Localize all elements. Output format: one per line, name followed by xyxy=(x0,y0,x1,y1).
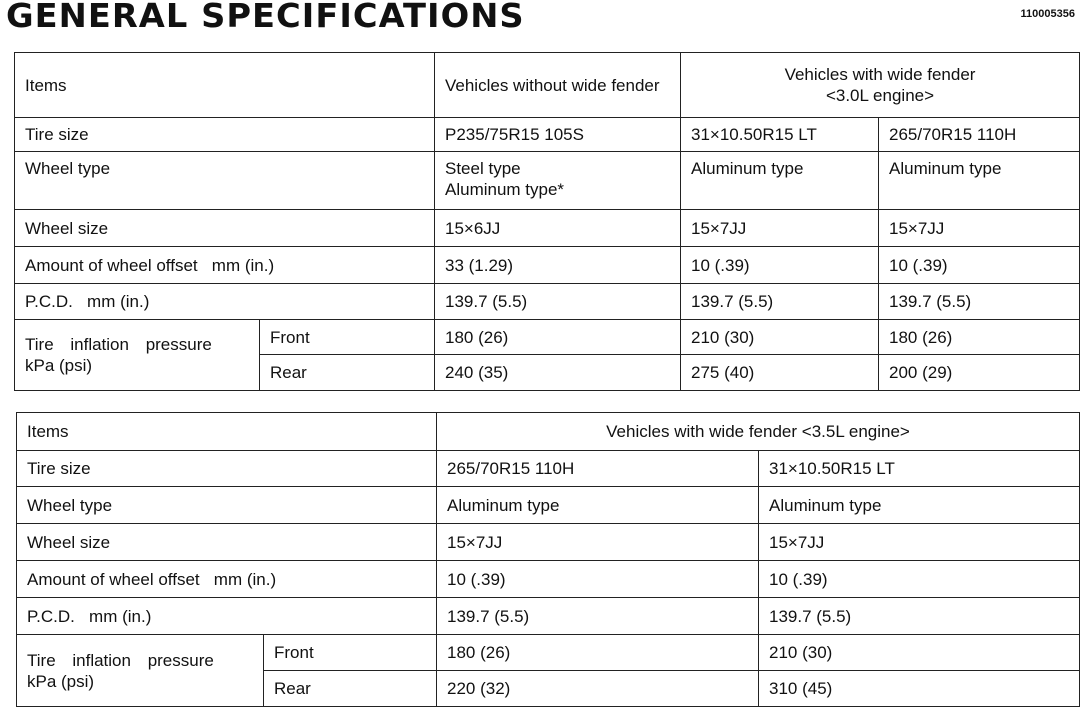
row-label: P.C.D. mm (in.) xyxy=(15,284,435,320)
label-line: Tire inflation pressure xyxy=(25,335,212,354)
cell-value: 210 (30) xyxy=(681,320,879,355)
cell-line: Steel type xyxy=(445,159,521,178)
table-row xyxy=(15,320,1080,355)
cell-value: 220 (32) xyxy=(437,671,759,707)
cell-value: 180 (26) xyxy=(879,320,1080,355)
table-row xyxy=(17,635,1080,671)
row-label: Tire size xyxy=(17,451,437,487)
cell-value: 265/70R15 110H xyxy=(879,118,1080,152)
row-label-front: Front xyxy=(264,635,437,671)
col-header-wide-fender-3-0l xyxy=(681,53,1080,118)
page-title: GENERAL SPECIFICATIONS xyxy=(6,0,525,35)
cell-value: Aluminum type xyxy=(681,152,879,210)
row-label-pressure xyxy=(17,635,264,707)
row-label: Amount of wheel offset mm (in.) xyxy=(17,561,437,598)
cell-value: 10 (.39) xyxy=(759,561,1080,598)
cell-value: 139.7 (5.5) xyxy=(879,284,1080,320)
cell-value: 15×7JJ xyxy=(437,524,759,561)
row-label: Wheel size xyxy=(17,524,437,561)
cell-value: 139.7 (5.5) xyxy=(437,598,759,635)
table-row xyxy=(17,413,1080,451)
table-row xyxy=(17,451,1080,487)
spec-table-3-5l xyxy=(16,412,1080,707)
row-label-rear: Rear xyxy=(260,355,435,391)
table-row xyxy=(15,284,1080,320)
table-row xyxy=(15,53,1080,118)
label-line: Tire inflation pressure xyxy=(27,650,214,670)
row-label-pressure xyxy=(15,320,260,391)
row-label: Wheel size xyxy=(15,210,435,247)
table-row xyxy=(17,561,1080,598)
table-row xyxy=(15,152,1080,210)
cell-value: 275 (40) xyxy=(681,355,879,391)
row-label-rear: Rear xyxy=(264,671,437,707)
row-label: Tire size xyxy=(15,118,435,152)
cell-value: 10 (.39) xyxy=(681,247,879,284)
table-row xyxy=(15,210,1080,247)
cell-value: 139.7 (5.5) xyxy=(681,284,879,320)
cell-value: 265/70R15 110H xyxy=(437,451,759,487)
items-header: Items xyxy=(17,413,437,451)
cell-value: 15×7JJ xyxy=(681,210,879,247)
col-header-without-wide-fender: Vehicles without wide fender xyxy=(435,53,681,118)
cell-value: 180 (26) xyxy=(435,320,681,355)
cell-value: 10 (.39) xyxy=(437,561,759,598)
table-row xyxy=(17,524,1080,561)
header-line: <3.0L engine> xyxy=(825,86,935,105)
row-label-front: Front xyxy=(260,320,435,355)
cell-value: 15×6JJ xyxy=(435,210,681,247)
row-label: Amount of wheel offset mm (in.) xyxy=(15,247,435,284)
cell-value: Aluminum type xyxy=(437,487,759,524)
row-label: Wheel type xyxy=(15,152,435,210)
document-code: 110005356 xyxy=(1020,8,1075,20)
cell-value: 31×10.50R15 LT xyxy=(681,118,879,152)
label-line: kPa (psi) xyxy=(25,356,93,375)
cell-value: 10 (.39) xyxy=(879,247,1080,284)
items-header: Items xyxy=(15,53,435,118)
cell-value: 210 (30) xyxy=(759,635,1080,671)
cell-value: 200 (29) xyxy=(879,355,1080,391)
cell-value: P235/75R15 105S xyxy=(435,118,681,152)
cell-value: 33 (1.29) xyxy=(435,247,681,284)
spec-table-3-0l xyxy=(14,52,1080,391)
cell-value: 15×7JJ xyxy=(879,210,1080,247)
cell-value: 15×7JJ xyxy=(759,524,1080,561)
cell-value: 240 (35) xyxy=(435,355,681,391)
table-row xyxy=(17,598,1080,635)
label-line: kPa (psi) xyxy=(27,671,95,691)
cell-line: Aluminum type* xyxy=(445,180,565,199)
col-header-wide-fender-3-5l: Vehicles with wide fender <3.5L engine> xyxy=(437,413,1080,451)
header-line: Vehicles with wide fender xyxy=(784,65,976,84)
cell-value: 139.7 (5.5) xyxy=(759,598,1080,635)
cell-value: 310 (45) xyxy=(759,671,1080,707)
cell-value: Aluminum type xyxy=(759,487,1080,524)
cell-value: 31×10.50R15 LT xyxy=(759,451,1080,487)
cell-value: 180 (26) xyxy=(437,635,759,671)
cell-value: Aluminum type xyxy=(879,152,1080,210)
cell-value xyxy=(435,152,681,210)
cell-value: 139.7 (5.5) xyxy=(435,284,681,320)
table-row xyxy=(15,118,1080,152)
table-row xyxy=(17,487,1080,524)
row-label: P.C.D. mm (in.) xyxy=(17,598,437,635)
row-label: Wheel type xyxy=(17,487,437,524)
table-row xyxy=(15,247,1080,284)
